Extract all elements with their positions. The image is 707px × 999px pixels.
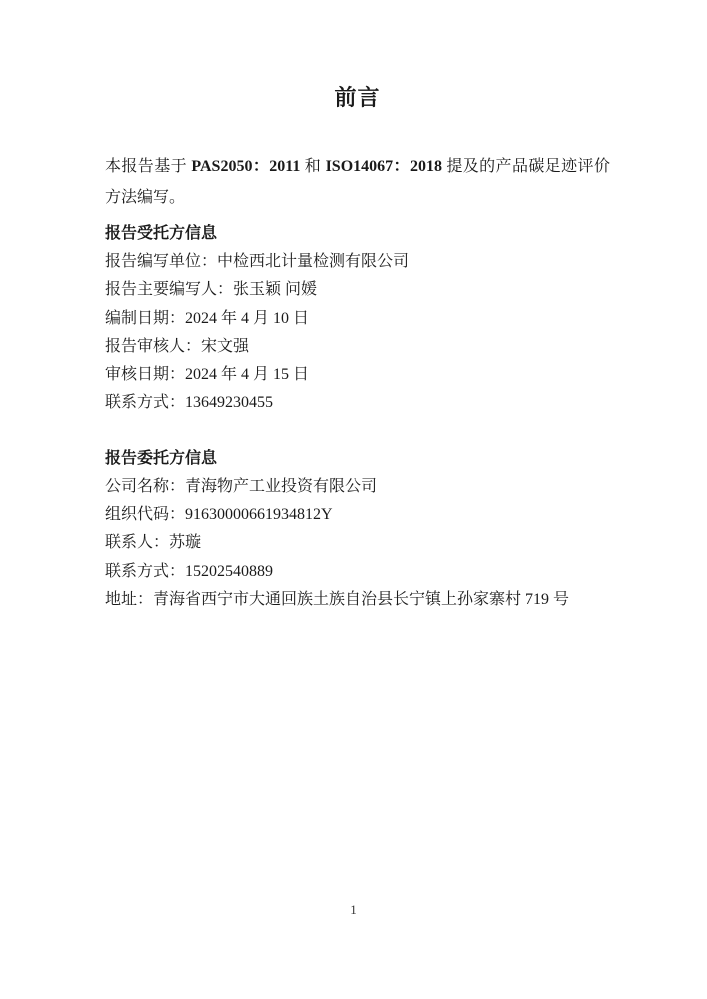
field-label: 联系人： [105,534,170,552]
field-label: 编制日期： [105,309,186,327]
field-label: 联系方式： [105,562,186,580]
field-value: 宋文强 [201,337,250,355]
intro-paragraph [105,151,610,213]
field-line [105,361,610,389]
field-value: 张玉颖 问媛 [233,281,318,299]
info-section [105,219,610,418]
field-label: 联系方式： [105,394,186,412]
field-line [105,529,610,557]
field-label: 报告主要编写人： [105,281,234,299]
field-value: 苏璇 [169,534,202,552]
section-fields [105,248,610,418]
intro-text: 和 [300,158,326,175]
field-value: 青海省西宁市大通回族土族自治县长宁镇上孙家寨村 719 号 [153,590,570,608]
field-line [105,276,610,304]
field-line [105,473,610,501]
field-value: 中检西北计量检测有限公司 [217,253,410,270]
field-label: 地址： [105,590,154,608]
info-sections-container [105,219,610,614]
page-title: 前言 [334,85,381,110]
field-value: 13649230455 [185,394,274,412]
field-line [105,558,610,586]
field-line [105,248,610,276]
field-line [105,333,610,361]
field-label: 报告审核人： [105,337,202,355]
section-heading: 报告委托方信息 [105,449,218,467]
field-value: 2024 年 4 月 15 日 [185,366,310,384]
field-line [105,305,610,333]
section-heading: 报告受托方信息 [105,225,218,242]
field-value: 青海物产工业投资有限公司 [185,477,378,495]
field-line [105,501,610,529]
field-line [105,389,610,417]
field-value: 2024 年 4 月 10 日 [185,309,310,327]
field-line [105,586,610,614]
field-value: 15202540889 [185,562,274,580]
page-number: 1 [350,902,357,917]
intro-standard-ref: ISO14067：2018 [325,158,442,175]
intro-text: 提及的产品碳足迹评价方法编写。 [105,158,610,206]
section-fields [105,473,610,614]
field-label: 审核日期： [105,366,186,384]
field-label: 组织代码： [105,506,186,524]
intro-text: 本报告基于 [105,158,192,175]
field-label: 报告编写单位： [105,253,218,270]
field-label: 公司名称： [105,477,186,495]
info-section [105,444,610,614]
field-value: 91630000661934812Y [185,506,333,524]
intro-standard-ref: PAS2050：2011 [191,158,301,175]
